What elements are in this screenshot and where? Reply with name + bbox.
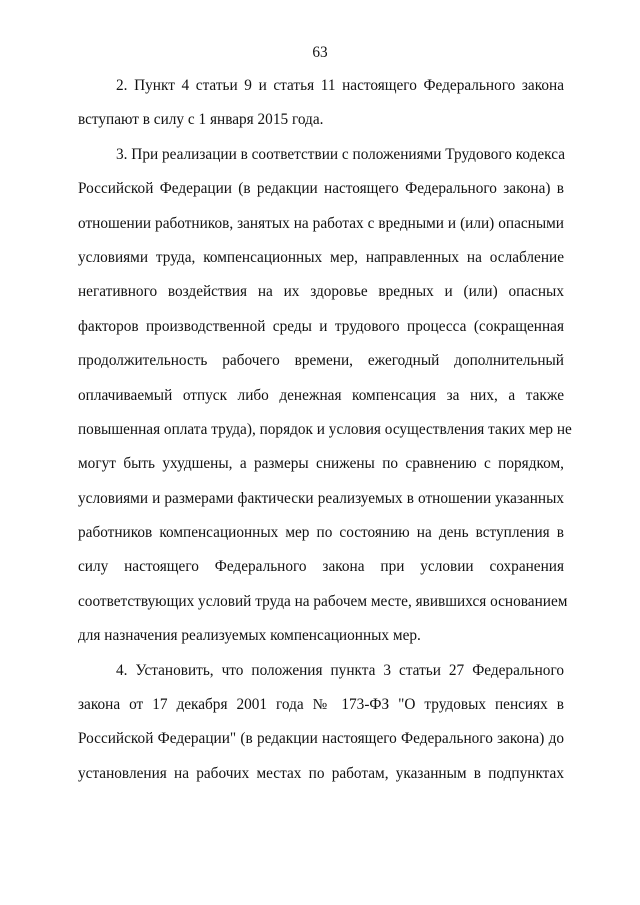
text-line: силу настоящего Федерального закона при условии сохранения [78,558,564,576]
text-line: 4. Установить, что положения пункта 3 статьи 27 Федерального [116,661,564,679]
text-line: работников компенсационных мер по состоянию на день вступления в [78,524,564,542]
text-line: для назначения реализуемых компенсационных мер. [78,627,421,645]
text-line: 2. Пункт 4 статьи 9 и статья 11 настоящего Федерального закона [116,77,564,94]
text-line: продолжительность рабочего времени, ежегодный дополнительный [78,352,564,370]
text-line: закона от 17 декабря 2001 года № 173-ФЗ "О трудовых пенсиях в [78,696,564,714]
text-line: Российской Федерации (в редакции настоящего Федерального закона) в [78,180,564,198]
paragraph-3 [78,138,572,654]
text-line: негативного воздействия на их здоровье вредных и (или) опасных [78,283,564,301]
text-line: соответствующих условий труда на рабочем месте, явившихся основанием [78,592,568,610]
text-line: отношении работников, занятых на работах с вредными и (или) опасными [78,214,564,232]
text-line: установления на рабочих местах по работам, указанным в подпунктах [78,764,564,782]
text-line: факторов производственной среды и трудового процесса (сокращенная [78,317,564,335]
paragraph-4 [78,654,564,792]
text-line: могут быть ухудшены, а размеры снижены по сравнению с порядком, [78,455,564,473]
document-body [78,69,572,791]
text-line: условиями труда, компенсационных мер, направленных на ослабление [78,248,564,266]
text-line: Российской Федерации" (в редакции настоящего Федерального закона) до [78,730,564,748]
page-number: 63 [312,44,328,61]
paragraph-2 [78,69,564,138]
text-line: 3. При реализации в соответствии с положениями Трудового кодекса [116,145,566,163]
text-line: условиями и размерами фактически реализуемых в отношении указанных [78,489,564,507]
text-line: вступают в силу с 1 января 2015 года. [78,111,324,129]
text-line: оплачиваемый отпуск либо денежная компенсация за них, а также [78,386,564,404]
text-line: повышенная оплата труда), порядок и условия осуществления таких мер не [78,420,572,438]
